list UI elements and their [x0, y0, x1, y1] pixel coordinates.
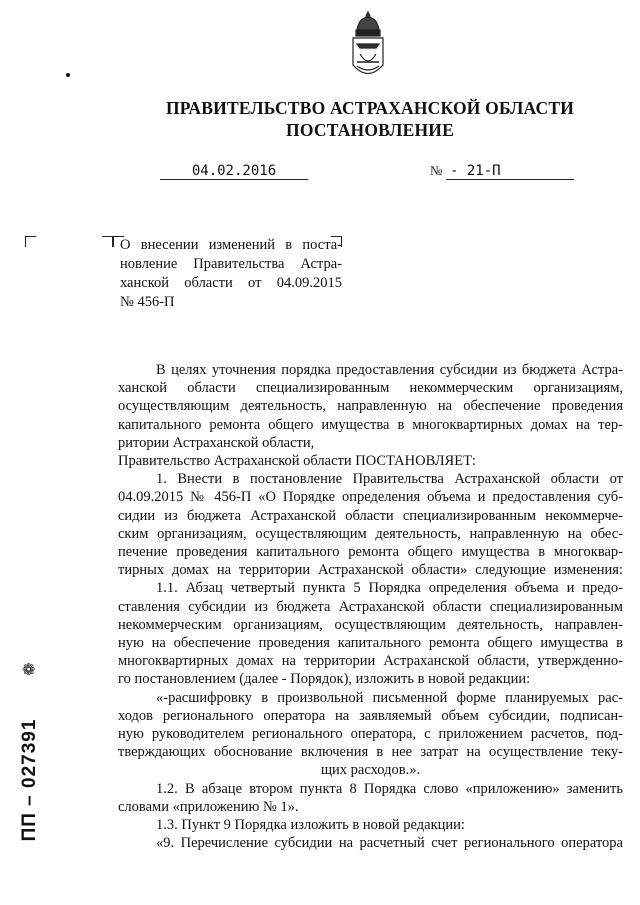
body-line: многоквартирных домах на территории Астраханской области, утвержденно-: [118, 653, 623, 670]
body-line: ским организациям, осуществляющим деятельность, направленную на обес-: [118, 525, 623, 542]
body-line: тверждающих обоснование включения в нее затрат на осуществление теку-: [118, 744, 623, 761]
document-type-title: ПОСТАНОВЛЕНИЕ: [286, 120, 454, 140]
body-line: некоммерческим организациям, осуществляющим деятельность, направлен-: [118, 616, 623, 633]
body-line: 1. Внести в постановление Правительства Астраханской области от: [156, 471, 623, 488]
number-label: №: [430, 163, 443, 178]
document-date: 04.02.2016: [160, 163, 308, 180]
body-line: В целях уточнения порядка предоставления субсидии из бюджета Астра-: [156, 362, 623, 378]
subject-line: № 456-П: [120, 294, 175, 310]
body-line: го постановлением (далее - Порядок), изложить в новой редакции:: [118, 671, 531, 688]
subject-line: О внесении изменений в поста-: [120, 237, 342, 253]
body-line: сидии из бюджета Астраханской области специализированным некоммерче-: [118, 507, 623, 524]
body-line: Правительство Астраханской области ПОСТАНОВЛЯЕТ:: [118, 453, 476, 470]
body-line: словами «приложению № 1».: [118, 798, 299, 815]
government-title: ПРАВИТЕЛЬСТВО АСТРАХАНСКОЙ ОБЛАСТИ: [165, 98, 575, 118]
flower-icon: ❁: [22, 662, 36, 679]
body-line: «9. Перечисление субсидии на расчетный счет регионального оператора: [156, 835, 623, 852]
document-body: [118, 361, 623, 852]
side-serial-strip: [0, 660, 60, 890]
body-line: 1.2. В абзаце втором пункта 8 Порядка слово «приложению» заменить: [156, 780, 623, 797]
document-subject: [120, 236, 342, 312]
body-line: ставления субсидии из бюджета Астраханской области специализированным: [118, 598, 623, 615]
body-line: ритории Астраханской области,: [118, 434, 315, 451]
body-line: «-расшифровку в произвольной письменной форме планируемых рас-: [156, 689, 623, 706]
decorative-dot: [66, 73, 70, 77]
subject-line: ханской области от 04.09.2015: [120, 275, 342, 291]
body-line: 1.1. Абзац четвертый пункта 5 Порядка определения объема и предо-: [156, 580, 623, 597]
body-line: ханской области специализированным некоммерческим организациям,: [118, 380, 623, 397]
body-line: тирных домах на территории Астраханской области» следующие изменения:: [118, 562, 623, 579]
corner-mark: [102, 236, 113, 247]
body-line: щих расходов.».: [320, 762, 421, 779]
serial-number: ПП – 027391: [19, 718, 40, 842]
subject-line: новление Правительства Астра-: [120, 256, 342, 272]
corner-mark: [25, 236, 36, 247]
document-number: - 21-П: [446, 163, 574, 180]
body-line: печение проведения капитального ремонта общего имущества в многоквар-: [118, 544, 623, 561]
body-line: капитального ремонта общего имущества в многоквартирных домах на тер-: [118, 416, 623, 433]
coat-of-arms-emblem: [343, 10, 393, 92]
body-line: ную на обеспечение проведения капитального ремонта общего имущества в: [118, 635, 623, 652]
body-line: ходов регионального оператора на заявляемый объем субсидии, подписан-: [118, 707, 623, 724]
body-line: 1.3. Пункт 9 Порядка изложить в новой редакции:: [156, 817, 465, 834]
body-line: осуществляющим деятельность, направленную на обеспечение проведения: [118, 398, 623, 415]
body-line: 04.09.2015 № 456-П «О Порядке определения объема и предоставления суб-: [118, 489, 623, 506]
body-line: ную руководителем регионального оператора, с приложением расчетов, под-: [118, 726, 623, 743]
